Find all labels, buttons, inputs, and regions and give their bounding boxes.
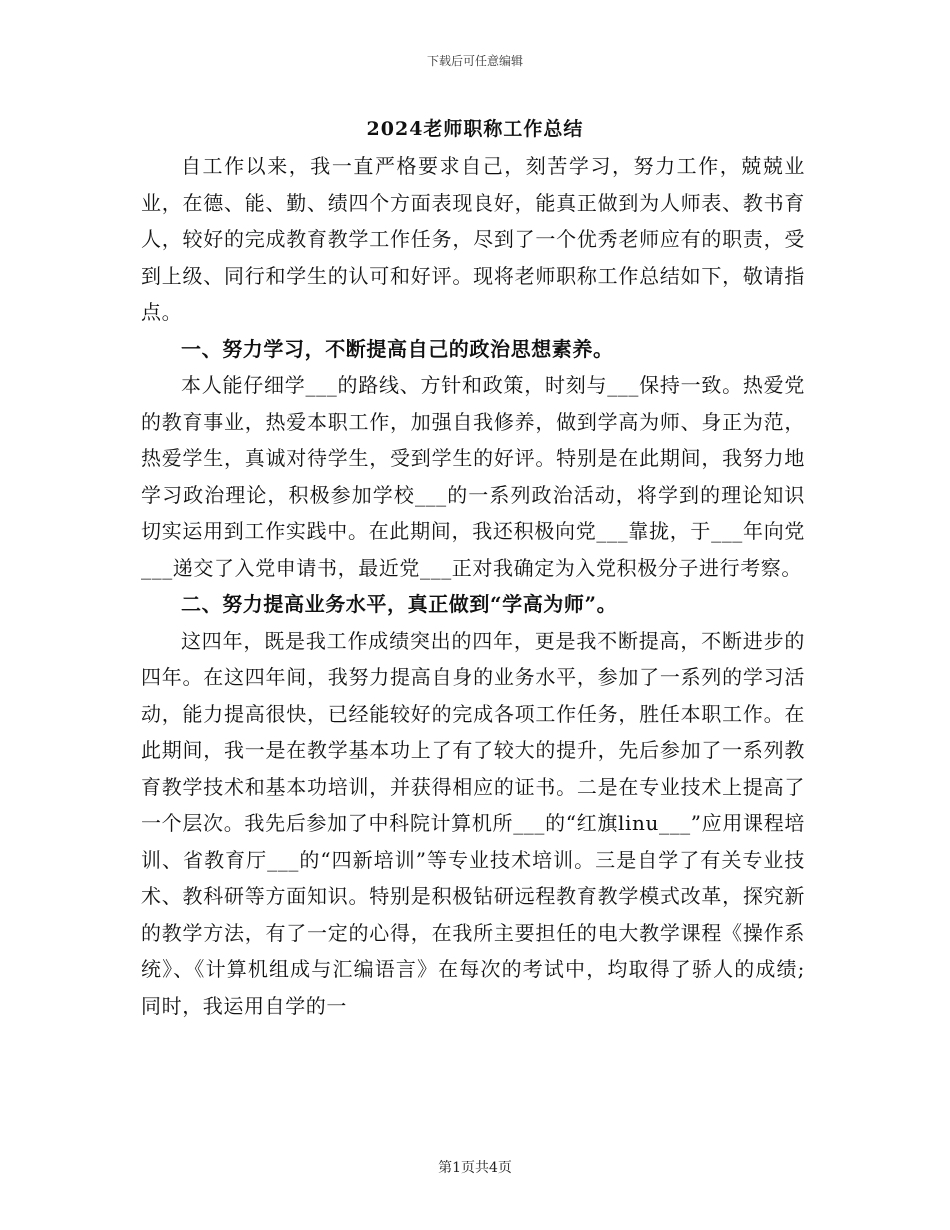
document-title: 2024老师职称工作总结 (366, 118, 584, 140)
section-heading-2: 二、努力提高业务水平，真正做到“学高为师”。 (181, 592, 618, 616)
section-1-paragraph: 本人能仔细学___的路线、方针和政策，时刻与___保持一致。热爱党的教育事业，热爱本职工作，加强自我修养，做到学高为师、身正为范，热爱学生，真诚对待学生，受到学生的好评。特别是在此期间，我努力地学习政治理论，积极参加学校___的一系列政治活动，将学到的理论知识切实运用到工作实践中。在此期间，我还积极向党___靠拢，于___年向党___递交了入党申请书，最近党___正对我确定为入党积极分子进行考察。 (141, 373, 805, 580)
section-2-paragraph: 这四年，既是我工作成绩突出的四年，更是我不断提高，不断进步的四年。在这四年间，我努力提高自身的业务水平，参加了一系列的学习活动，能力提高很快，已经能较好的完成各项工作任务，胜任本职工作。在此期间，我一是在教学基本功上了有了较大的提升，先后参加了一系列教育教学技术和基本功培训，并获得相应的证书。二是在专业技术上提高了一个层次。我先后参加了中科院计算机所___的“红旗linu___”应用课程培训、省教育厅___的“四新培训”等专业技术培训。三是自学了有关专业技术、教科研等方面知识。特别是积极钻研远程教育教学模式改革，探究新的教学方法，有了一定的心得，在我所主要担任的电大教学课程《操作系统》、《计算机组成与汇编语言》在每次的考试中，均取得了骄人的成绩;同时，我运用自学的一 (141, 628, 805, 1018)
page-header-note: 下载后可任意编辑 (426, 54, 523, 68)
section-heading-1: 一、努力学习，不断提高自己的政治思想素养。 (181, 336, 614, 361)
intro-paragraph: 自工作以来，我一直严格要求自己，刻苦学习，努力工作，兢兢业业，在德、能、勤、绩四个方面表现良好，能真正做到为人师表、教书育人，较好的完成教育教学工作任务，尽到了一个优秀老师应有的职责，受到上级、同行和学生的认可和好评。现将老师职称工作总结如下，敬请指点。 (141, 154, 805, 324)
page-number: 第1页共4页 (438, 1160, 512, 1176)
document-body (141, 148, 805, 1024)
